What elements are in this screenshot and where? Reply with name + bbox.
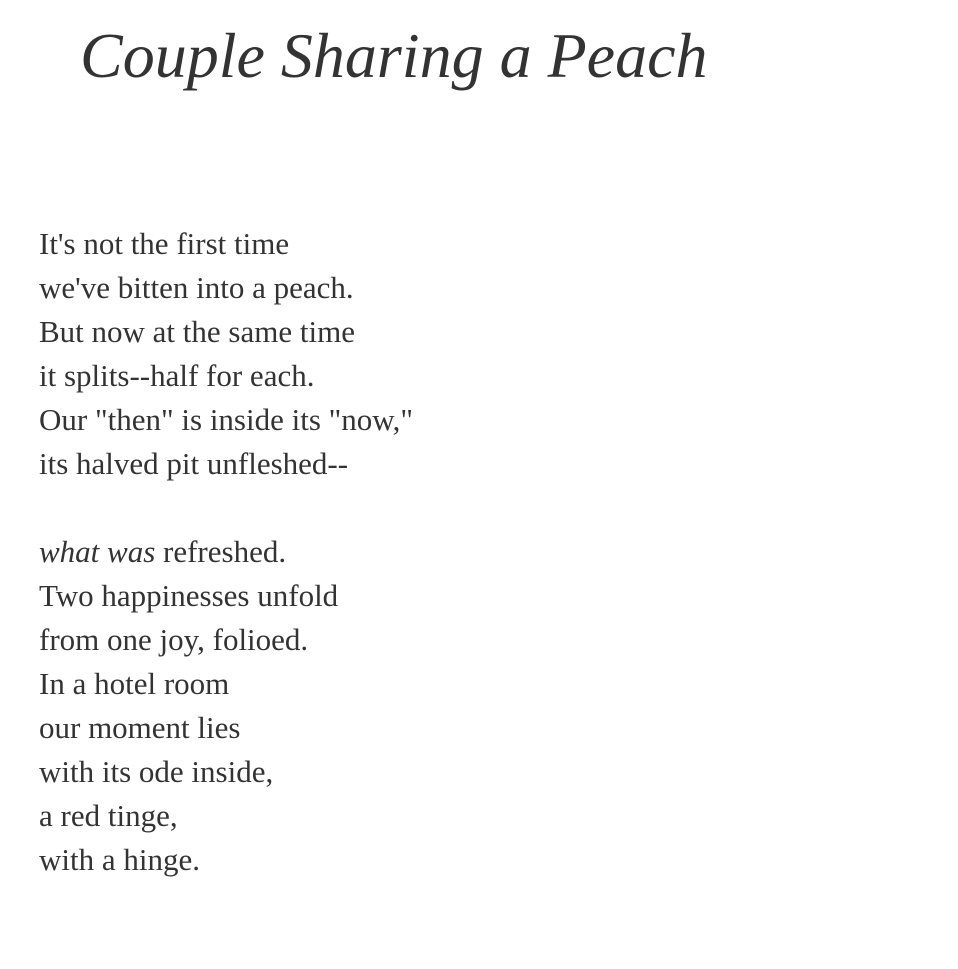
stanza-2 <box>39 530 413 882</box>
poem-line: its halved pit unfleshed-- <box>39 446 349 481</box>
poem-line: But now at the same time <box>39 314 355 349</box>
poem-title: Couple Sharing a Peach <box>80 20 708 91</box>
poem-body <box>39 222 413 882</box>
poem-line: our moment lies <box>39 710 241 745</box>
poem-line: It's not the first time <box>39 226 290 261</box>
poem-line: In a hotel room <box>39 666 230 701</box>
poem-line: it splits--half for each. <box>39 358 315 393</box>
poem-line: a red tinge, <box>39 798 178 833</box>
poem-line: from one joy, folioed. <box>39 622 309 657</box>
poem-line: Two happinesses unfold <box>39 578 339 613</box>
stanza-1 <box>39 222 413 486</box>
poem-line: with its ode inside, <box>39 754 274 789</box>
poem-line <box>39 530 413 574</box>
italic-phrase: what was <box>39 534 156 569</box>
poem-line: Our "then" is inside its "now," <box>39 402 414 437</box>
poem-line: with a hinge. <box>39 842 200 877</box>
line-text: refreshed. <box>155 534 287 569</box>
poem-line: we've bitten into a peach. <box>39 270 354 305</box>
